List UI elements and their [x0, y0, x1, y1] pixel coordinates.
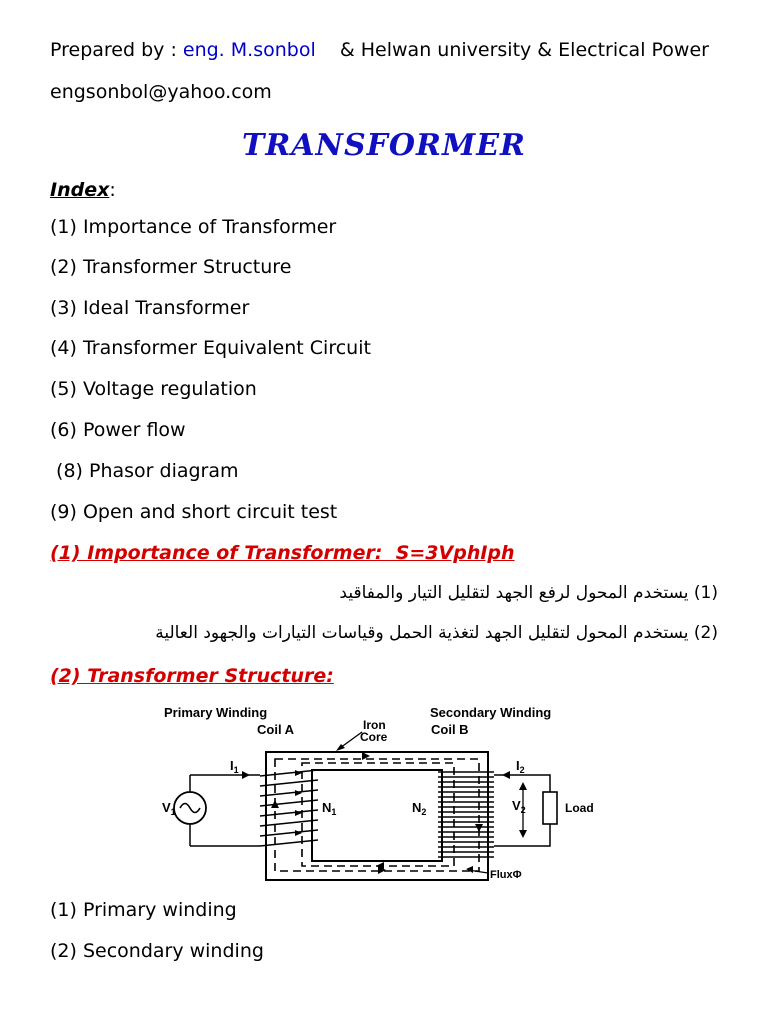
- v2-arrow-top: [519, 782, 527, 790]
- index-item: (1) Importance of Transformer: [50, 216, 337, 238]
- prepared-by-label: Prepared by :: [50, 39, 183, 61]
- i2-arrow: [502, 771, 510, 779]
- affiliation: & Helwan university & Electrical Power: [339, 39, 709, 61]
- prepared-by-line: [50, 38, 709, 62]
- index-item: (8) Phasor diagram: [50, 460, 239, 482]
- index-item: (6) Power flow: [50, 419, 186, 441]
- document-title: TRANSFORMER: [242, 128, 526, 163]
- structure-item: (2) Secondary winding: [50, 940, 264, 962]
- secondary-coil: [438, 772, 494, 857]
- core-label: Core: [360, 730, 388, 744]
- index-colon: :: [109, 179, 116, 201]
- n2-label: $N_2$: [412, 800, 427, 817]
- author-email: engsonbol@yahoo.com: [50, 81, 272, 103]
- author-name: eng. M.sonbol: [182, 39, 316, 61]
- section-1-line-1: (1) يستخدم المحول لرفع الجهد لتقليل التيار والمفاقيد: [339, 583, 718, 603]
- flux-path-outer: [275, 759, 479, 871]
- index-item: (2) Transformer Structure: [50, 256, 292, 278]
- coil-b-label: Coil B: [431, 722, 469, 737]
- primary-winding-label: Primary Winding: [164, 705, 268, 720]
- load-label: Load: [565, 801, 594, 815]
- load-resistor: [543, 792, 557, 824]
- index-item: (9) Open and short circuit test: [50, 501, 338, 523]
- i2-label: $I_2$: [516, 758, 525, 775]
- v1-label: $V_1$: [162, 800, 176, 817]
- flux-arrow: [475, 824, 483, 832]
- index-label: Index: [50, 179, 110, 201]
- index-item: (4) Transformer Equivalent Circuit: [50, 337, 371, 359]
- flux-label: FluxΦ: [490, 869, 522, 881]
- ac-source-wave: [180, 804, 200, 813]
- flux-pointer-arrowhead: [466, 866, 473, 873]
- i1-label: $I_1$: [230, 758, 239, 775]
- primary-circuit: [190, 775, 260, 846]
- secondary-winding-label: Secondary Winding: [430, 705, 552, 720]
- structure-item: (1) Primary winding: [50, 899, 237, 921]
- section-2-heading: (2) Transformer Structure:: [50, 665, 334, 687]
- index-item: (3) Ideal Transformer: [50, 297, 250, 319]
- iron-core-pointer: [340, 732, 362, 748]
- index-heading: [50, 178, 116, 202]
- transformer-diagram: [150, 700, 620, 890]
- section-1-line-2: (2) يستخدم المحول لتقليل الجهد لتغذية الحمل وقياسات التيارات والجهود العالية: [155, 623, 718, 643]
- v2-arrow-bottom: [519, 830, 527, 838]
- coil-a-label: Coil A: [257, 722, 295, 737]
- n1-label: $N_1$: [322, 800, 337, 817]
- index-item: (5) Voltage regulation: [50, 378, 257, 400]
- iron-label: Iron: [363, 718, 386, 732]
- primary-coil: [260, 770, 318, 846]
- i1-arrow: [242, 771, 250, 779]
- v2-label: $V_2$: [512, 798, 526, 815]
- section-1-heading: (1) Importance of Transformer: S=3VphIph: [50, 542, 515, 564]
